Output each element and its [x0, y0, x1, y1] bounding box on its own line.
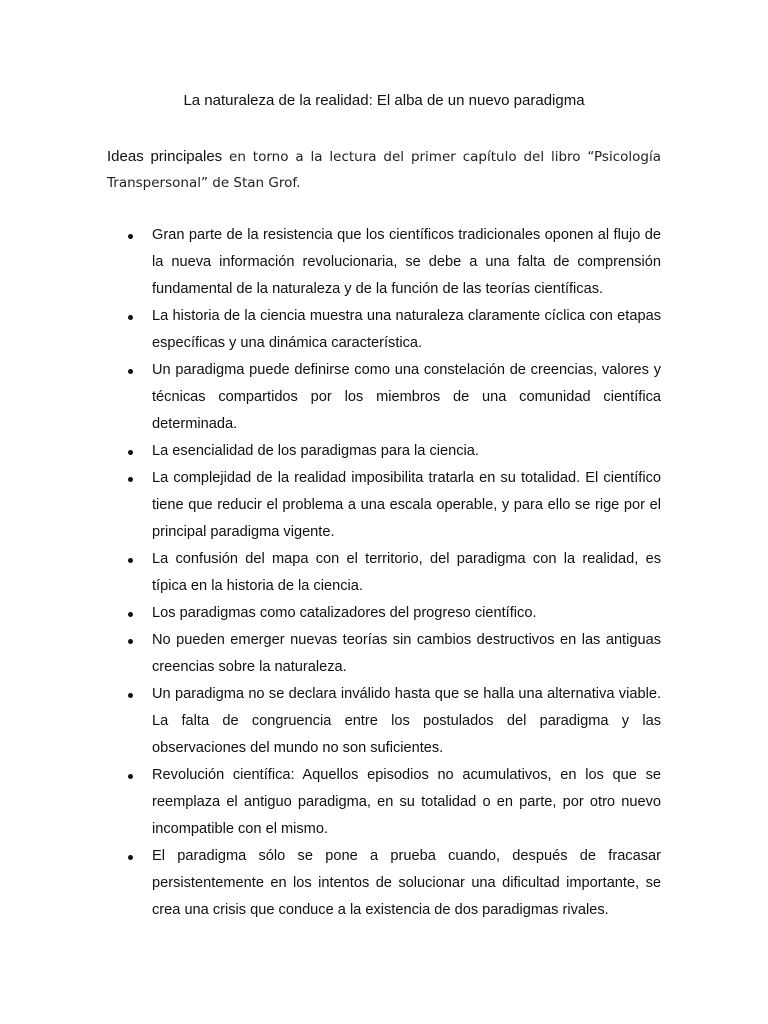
list-item-text: El paradigma sólo se pone a prueba cuando, después de fracasar persistentemente en los intentos de solucionar una dificultad importante, se crea una crisis que conduce a la existencia de dos paradigmas rivales.: [152, 848, 661, 918]
list-item-text: La complejidad de la realidad imposibilita tratarla en su totalidad. El científico tiene que reducir el problema a una escala operable, y para ello se rige por el principal paradigma vigente.: [152, 470, 661, 540]
list-item: [128, 600, 661, 627]
document-title: La naturaleza de la realidad: El alba de un nuevo paradigma: [183, 92, 585, 109]
bullet-icon: [128, 774, 133, 779]
bullet-icon: [128, 315, 133, 320]
bullet-icon: [128, 369, 133, 374]
list-item: [128, 303, 661, 357]
list-item-text: Los paradigmas como catalizadores del progreso científico.: [152, 605, 537, 621]
bullet-icon: [128, 855, 133, 860]
list-item-text: La confusión del mapa con el territorio, del paradigma con la realidad, es típica en la historia de la ciencia.: [152, 551, 661, 594]
bullet-icon: [128, 234, 133, 239]
list-item-text: Revolución científica: Aquellos episodios no acumulativos, en los que se reemplaza el antiguo paradigma, en su totalidad o en parte, por otro nuevo incompatible con el mismo.: [152, 767, 661, 837]
intro-text: en torno a la lectura del primer capítulo del libro “Psicología Transpersonal” de Stan Grof.: [107, 149, 661, 191]
bullet-icon: [128, 693, 133, 698]
list-item: [128, 438, 661, 465]
bullet-icon: [128, 477, 133, 482]
bullet-icon: [128, 558, 133, 563]
list-item: [128, 546, 661, 600]
list-item-text: La historia de la ciencia muestra una naturaleza claramente cíclica con etapas específicas y una dinámica característica.: [152, 308, 661, 351]
bullet-icon: [128, 639, 133, 644]
list-item: [128, 222, 661, 303]
list-item: [128, 843, 661, 924]
list-item: [128, 762, 661, 843]
list-item-text: Gran parte de la resistencia que los científicos tradicionales oponen al flujo de la nueva información revolucionaria, se debe a una falta de comprensión fundamental de la naturaleza y de la función de las teorías científicas.: [152, 227, 661, 297]
intro-paragraph: [107, 144, 661, 196]
list-item: [128, 627, 661, 681]
bullet-list: [128, 222, 661, 924]
list-item-text: Un paradigma puede definirse como una constelación de creencias, valores y técnicas compartidos por los miembros de una comunidad científica determinada.: [152, 362, 661, 432]
list-item-text: No pueden emerger nuevas teorías sin cambios destructivos en las antiguas creencias sobre la naturaleza.: [152, 632, 661, 675]
list-item: [128, 465, 661, 546]
bullet-icon: [128, 450, 133, 455]
list-item-text: Un paradigma no se declara inválido hasta que se halla una alternativa viable. La falta de congruencia entre los postulados del paradigma y las observaciones del mundo no son suficientes.: [152, 686, 661, 756]
list-item: [128, 681, 661, 762]
intro-lead: Ideas principales: [107, 148, 223, 165]
list-item: [128, 357, 661, 438]
bullet-icon: [128, 612, 133, 617]
list-item-text: La esencialidad de los paradigmas para la ciencia.: [152, 443, 479, 459]
